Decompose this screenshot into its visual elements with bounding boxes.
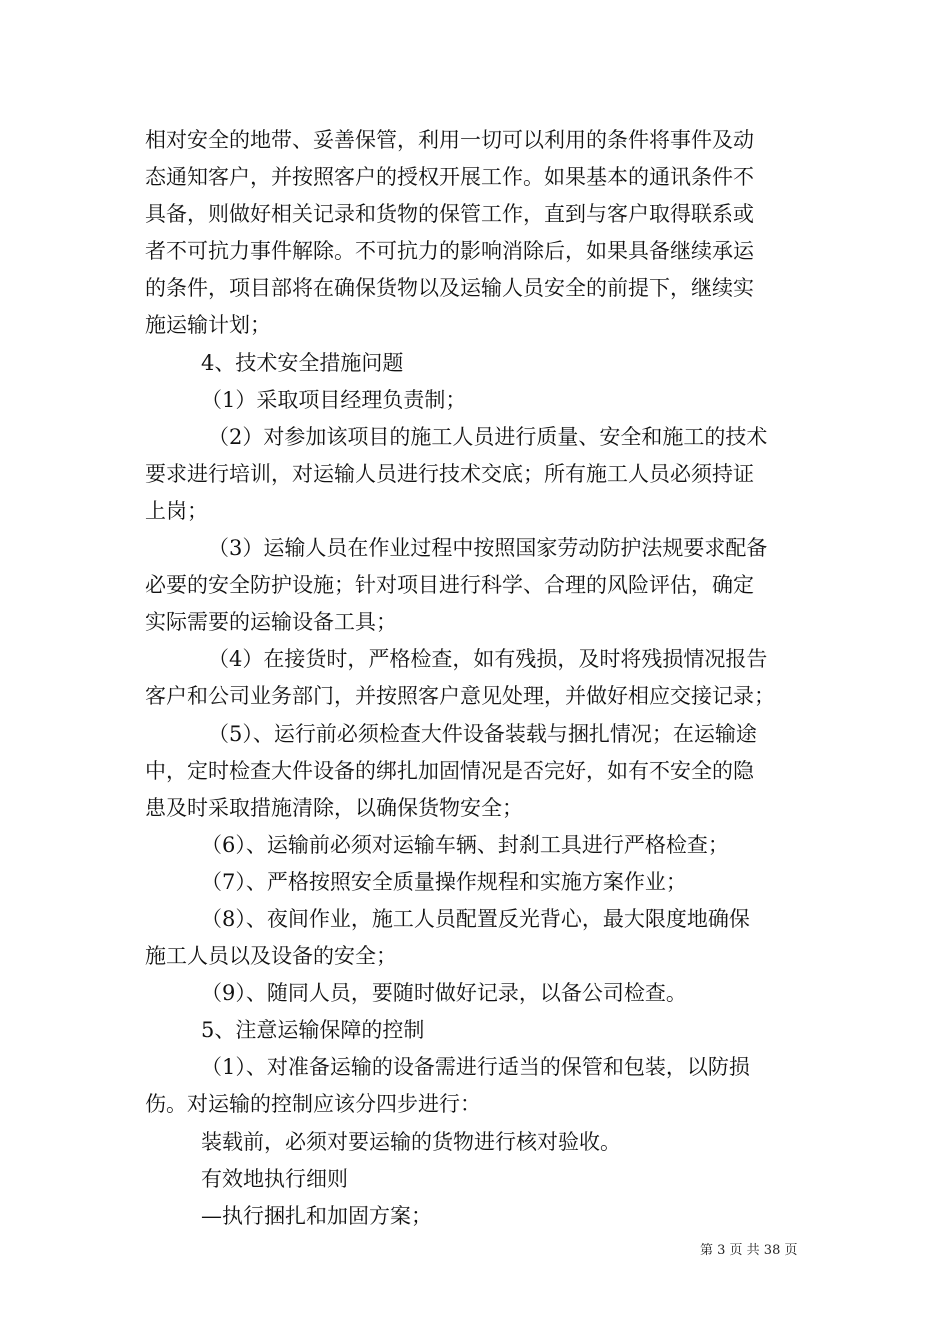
text-line: （1）、对准备运输的设备需进行适当的保管和包装，以防损 — [201, 1055, 750, 1080]
text-line: （1）采取项目经理负责制； — [201, 387, 467, 412]
text-line: 态通知客户，并按照客户的授权开展工作。如果基本的通讯条件不 — [145, 165, 754, 190]
text-line: （5）、运行前必须检查大件设备装载与捆扎情况；在运输途 — [208, 721, 757, 746]
document-body — [145, 122, 809, 1235]
text-line: 患及时采取措施清除，以确保货物安全； — [145, 795, 523, 820]
text-line: （7）、严格按照安全质量操作规程和实施方案作业； — [201, 869, 687, 894]
text-line: （8）、夜间作业，施工人员配置反光背心，最大限度地确保 — [201, 906, 750, 931]
text-line: （9）、随同人员，要随时做好记录，以备公司检查。 — [201, 981, 687, 1006]
text-line: —执行捆扎和加固方案； — [201, 1203, 432, 1228]
text-line: 施工人员以及设备的安全； — [145, 944, 397, 969]
text-line: 上岗； — [145, 498, 208, 523]
text-line: （4）在接货时，严格检查，如有残损，及时将残损情况报告 — [208, 647, 768, 672]
text-line: 中，定时检查大件设备的绑扎加固情况是否完好，如有不安全的隐 — [145, 758, 754, 783]
text-line: 者不可抗力事件解除。不可抗力的影响消除后，如果具备继续承运 — [145, 239, 754, 264]
text-line: 有效地执行细则 — [201, 1166, 348, 1191]
text-line: 伤。对运输的控制应该分四步进行： — [145, 1092, 481, 1117]
text-line: 要求进行培训，对运输人员进行技术交底；所有施工人员必须持证 — [145, 461, 754, 486]
text-line: （3）运输人员在作业过程中按照国家劳动防护法规要求配备 — [208, 536, 768, 561]
text-line: 具备，则做好相关记录和货物的保管工作，直到与客户取得联系或 — [145, 202, 754, 227]
page-number: 第 3 页 共 38 页 — [700, 1243, 798, 1258]
text-line: 的条件，项目部将在确保货物以及运输人员安全的前提下，继续实 — [145, 276, 754, 301]
text-line: 必要的安全防护设施；针对项目进行科学、合理的风险评估，确定 — [145, 573, 754, 598]
text-line: 实际需要的运输设备工具； — [145, 610, 397, 635]
text-line: 相对安全的地带、妥善保管，利用一切可以利用的条件将事件及动 — [145, 128, 754, 152]
text-line: 客户和公司业务部门，并按照客户意见处理，并做好相应交接记录； — [145, 684, 775, 709]
text-line: 装载前，必须对要运输的货物进行核对验收。 — [201, 1129, 621, 1154]
text-line: （2）对参加该项目的施工人员进行质量、安全和施工的技术 — [208, 424, 768, 449]
text-line: 施运输计划； — [145, 313, 271, 338]
text-line: 5、注意运输保障的控制 — [201, 1018, 425, 1043]
text-line: 4、技术安全措施问题 — [201, 350, 404, 375]
text-line: （6）、运输前必须对运输车辆、封刹工具进行严格检查； — [201, 832, 729, 857]
